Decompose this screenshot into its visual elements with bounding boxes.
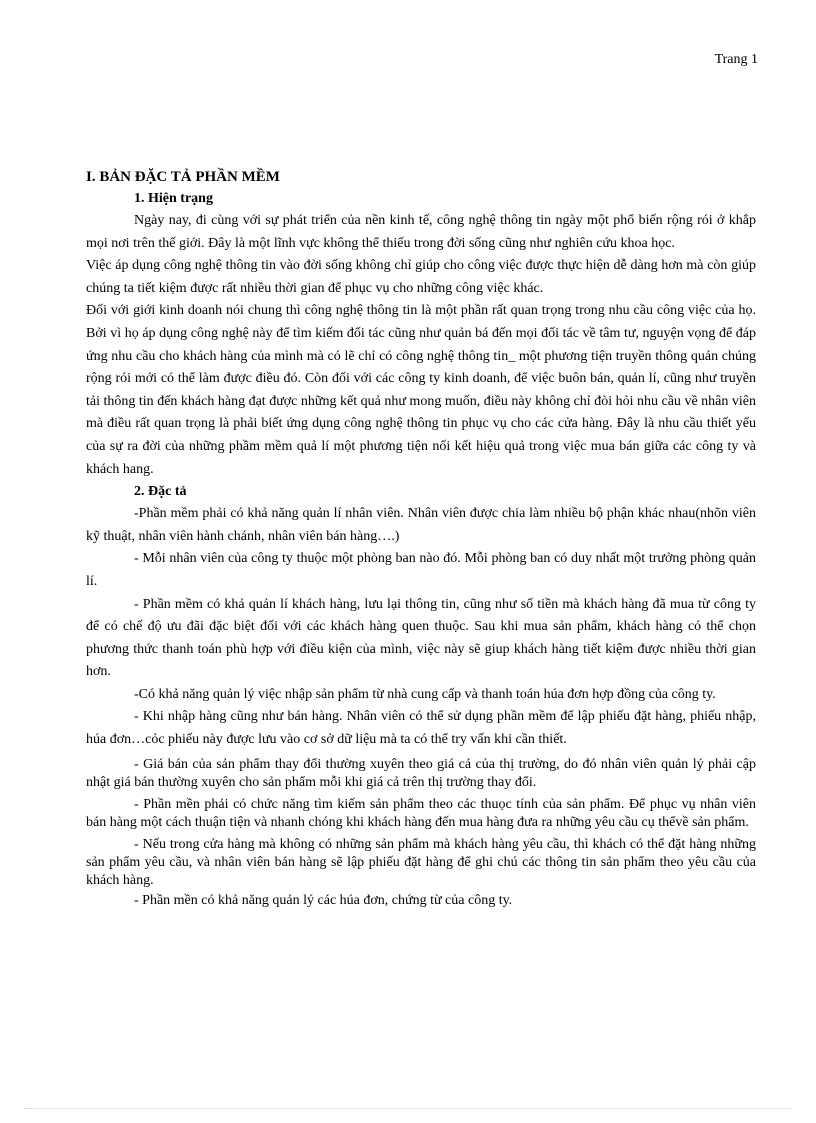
paragraph-spec-3: - Phần mềm có khả quản lí khách hàng, lưu lại thông tin, cũng như số tiền mà khách hàng đã mua từ công ty để có chế độ ưu đãi đặc biệt đối với các khách hàng quen thuộc. Sau khi mua sản phẩm, khách hàng có thể chọn phương thức thanh toán phù hợp với điều kiện của mình, việc này sẽ giup khách hàng tiết kiệm được nhiều thời gian hơn. bbox=[86, 596, 756, 680]
subsection-title-current-state: 1. Hiện trạng bbox=[134, 191, 213, 206]
paragraph-spec-4: -Có khả năng quản lý việc nhập sản phẩm từ nhà cung cấp và thanh toán húa đơn hợp đồng của công ty. bbox=[134, 686, 716, 702]
section-title: I. BẢN ĐẶC TẢ PHẦN MỀM bbox=[86, 169, 280, 185]
paragraph-current-state-3: Đối với giới kinh doanh nói chung thì công nghệ thông tin là một phần rất quan trọng trong nhu cầu công việc của họ. Bởi vì họ áp dụng công nghệ này để tìm kiếm đối tác cũng như quản bá đến mọi đối tác về tâm tư, nguyện vọng để đáp ứng nhu cầu cho khách hàng của mình mà có lẽ chỉ có công nghệ thông tin_ một phương tiện truyền thông quản chúng rộng rói mới có thể làm được điều đó. Còn đối với các công ty kinh doanh, để việc buôn bán, quản lí, cũng như truyền tải thông tin đến khách hàng đạt được những kết quả như mong muốn, điều này không chỉ đòi hỏi nhu cầu về nhân viên mà điều rất quan trọng là phải biết ứng dụng công nghệ thông tin phục vụ cho các cửa hàng. Đây là nhu cầu thiết yếu của sự ra đời của những phầm mềm quả lí một phương tiện nối kết hiệu quả trong việc mua bán giữa các công ty và khách hang. bbox=[86, 303, 756, 477]
paragraph-spec-9: - Phần mền có khả năng quản lý các húa đơn, chứng từ của công ty. bbox=[134, 892, 513, 908]
subsection-title-specification: 2. Đặc tả bbox=[134, 484, 187, 500]
paragraph-spec-2: - Mỗi nhân viên của công ty thuộc một phòng ban nào đó. Mỗi phòng ban có duy nhất một trưởng phòng quản lí. bbox=[86, 551, 756, 589]
paragraph-spec-5: - Khi nhập hàng cũng như bán hàng. Nhân viên có thể sử dụng phần mềm để lập phiếu đặt hàng, phiếu nhập, húa đơn…cỏc phiếu này được lưu vào cơ sở dữ liệu mà ta có thể try vấn khi cần thiết. bbox=[86, 709, 756, 748]
page-number: Trang 1 bbox=[714, 52, 758, 67]
document-body bbox=[86, 166, 756, 912]
paragraph-current-state-1: Ngày nay, đi cùng với sự phát triển của nền kinh tế, công nghệ thông tin ngày một phổ biến rộng rói ở khắp mọi nơi trên thế giới. Đây là một lĩnh vực không thể thiếu trong đời sống cũng như nghiên cứu khoa học. bbox=[86, 213, 756, 251]
paragraph-spec-1: -Phần mềm phải có khả năng quản lí nhân viên. Nhân viên được chia làm nhiều bộ phận khác nhau(nhõn viên kỹ thuật, nhân viên hành chánh, nhân viên bán hàng….) bbox=[86, 506, 756, 544]
paragraph-current-state-2: Việc áp dụng công nghệ thông tin vào đời sống không chỉ giúp cho công việc được thực hiện dễ dàng hơn mà còn giúp chúng ta tiết kiệm được rất nhiều thời gian để phục vụ cho những công việc khác. bbox=[86, 258, 756, 296]
paragraph-spec-7: - Phần mền phải có chức năng tìm kiếm sản phẩm theo các thuọc tính của sản phẩm. Để phục vụ nhân viên bán hàng một cách thuận tiện và nhanh chóng khi khách hàng đến mua hàng đưa ra những yêu cầu cụ thểvề sản phẩm. bbox=[86, 796, 756, 830]
page-bottom-divider bbox=[24, 1108, 792, 1109]
paragraph-spec-6: - Giá bán của sản phẩm thay đổi thường xuyên theo giá cả của thị trường, do đó nhân viên quản lý phải cập nhật giá bán thường xuyên cho sản phẩm mỗi khi giá cả trên thị trường thay đổi. bbox=[86, 756, 756, 790]
paragraph-spec-8: - Nếu trong cửa hàng mà không có những sản phẩm mà khách hàng yêu cầu, thì khách có thể đặt hàng những sản phẩm yêu cầu, và nhân viên bán hàng sẽ lập phiếu đặt hàng để ghi chú các thông tin sản phẩm theo yêu cầu của khách hàng. bbox=[86, 836, 756, 888]
